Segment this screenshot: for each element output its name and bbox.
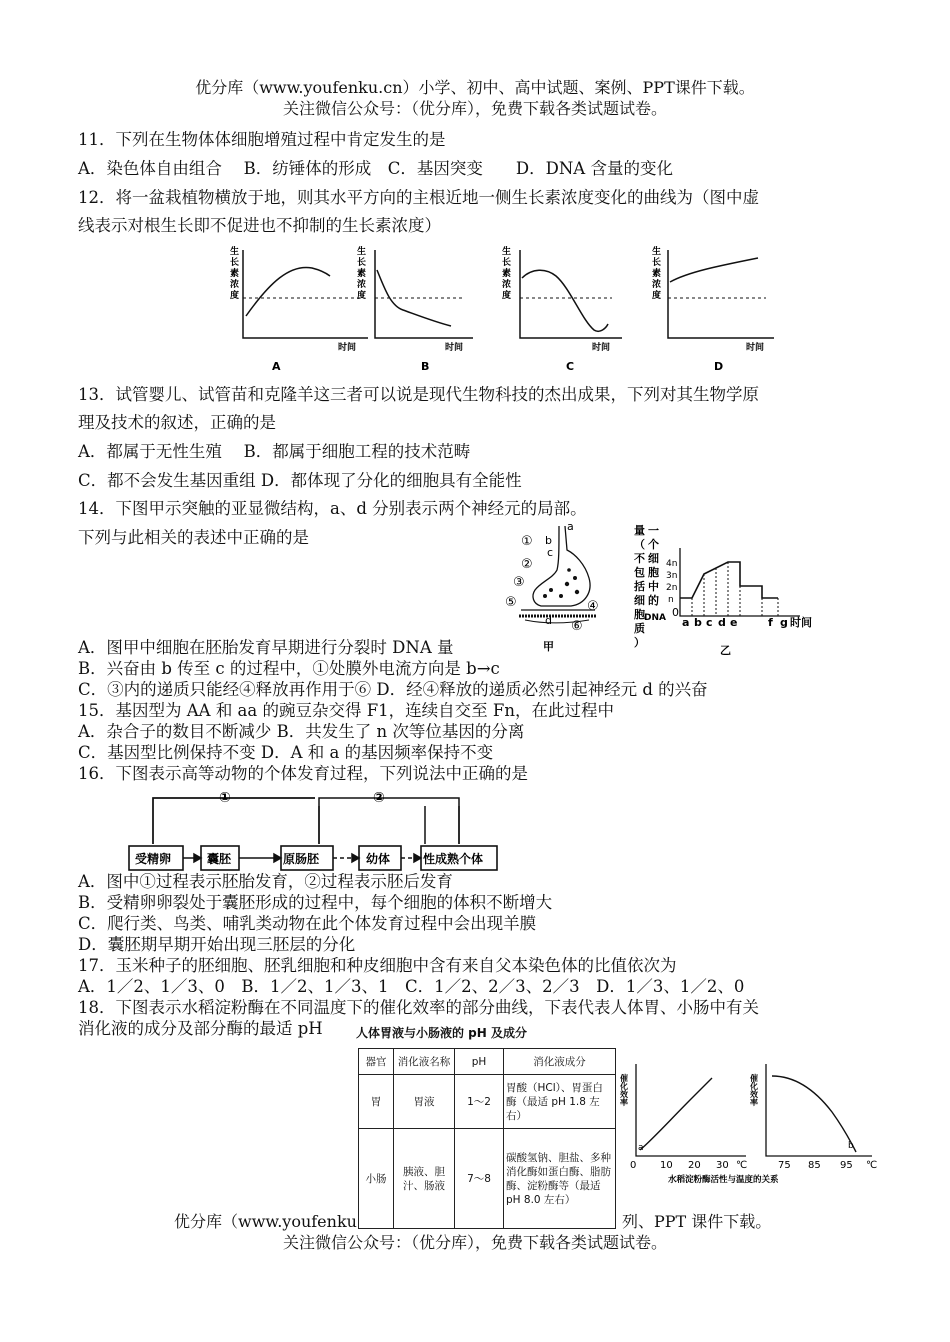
- q18-table: [358, 1048, 616, 1229]
- svg-text:（: （: [634, 538, 645, 551]
- svg-text:℃: ℃: [866, 1160, 878, 1171]
- jia-caption: 甲: [543, 640, 554, 653]
- svg-text:DNA: DNA: [644, 613, 666, 623]
- svg-text:浓: 浓: [230, 280, 240, 290]
- q18-graph-caption: 水稻淀粉酶活性与温度的关系: [668, 1175, 779, 1185]
- svg-text:长: 长: [502, 258, 512, 268]
- svg-text:85: 85: [808, 1160, 821, 1171]
- svg-text:生: 生: [652, 247, 662, 257]
- q12-stem-2: 线表示对根生长即不促进也不抑制的生长素浓度）: [78, 216, 441, 235]
- header-line-2: 关注微信公众号：（优分库），免费下载各类试题试卷。: [282, 99, 667, 118]
- q12-label-c: C: [566, 360, 575, 373]
- svg-text:b: b: [694, 616, 702, 629]
- q18-stem-2: 消化液的成分及部分酶的最适 pH: [78, 1019, 323, 1038]
- th-organ: 器官: [359, 1049, 394, 1075]
- jia-label-4: ④: [587, 599, 599, 614]
- footer-line-1-left: 优分库（www.youfenku: [174, 1212, 357, 1231]
- svg-text:生: 生: [357, 247, 367, 257]
- svg-text:0: 0: [672, 606, 679, 619]
- svg-text:生: 生: [502, 247, 512, 257]
- jia-label-5: ⑤: [505, 595, 517, 610]
- th-ph: pH: [455, 1049, 504, 1075]
- jia-label-b: b: [545, 534, 552, 547]
- q12-graph-d: [652, 245, 774, 373]
- q16-option-a: A．图中①过程表示胚胎发育，②过程表示胚后发育: [78, 872, 453, 891]
- svg-text:括: 括: [634, 580, 645, 593]
- svg-text:）: ）: [634, 636, 645, 649]
- th-content: 消化液成分: [504, 1049, 616, 1075]
- svg-text:量: 量: [634, 524, 645, 537]
- jia-label-d: d: [545, 614, 552, 627]
- q12-ylabel-a: 生: [230, 247, 240, 257]
- svg-text:包: 包: [634, 566, 645, 579]
- svg-text:细: 细: [634, 594, 645, 607]
- cell-fluid-1: 胃液: [394, 1075, 455, 1129]
- q12-graph-b: [357, 245, 473, 373]
- q14-fig-jia: [505, 520, 615, 655]
- svg-text:质: 质: [634, 622, 645, 635]
- svg-text:胞: 胞: [648, 566, 659, 579]
- svg-text:时间: 时间: [790, 616, 812, 629]
- jia-label-1: ①: [521, 534, 533, 549]
- q18-enzyme-graph: [619, 1056, 884, 1186]
- q12-label-a: A: [272, 360, 281, 373]
- q13-stem-1: 13．试管婴儿、试管苗和克隆羊这三者可以说是现代生物科技的杰出成果，下列对其生物学原: [78, 385, 759, 404]
- svg-text:度: 度: [502, 291, 512, 301]
- q16-flow-1: 受精卵: [135, 852, 172, 866]
- q12-xlabel-a: 时间: [338, 343, 357, 353]
- svg-text:浓: 浓: [357, 280, 367, 290]
- svg-text:胞: 胞: [634, 608, 645, 621]
- svg-text:度: 度: [230, 291, 240, 301]
- svg-text:长: 长: [357, 258, 367, 268]
- svg-text:素: 素: [230, 269, 240, 279]
- svg-text:30: 30: [716, 1160, 729, 1171]
- svg-text:75: 75: [778, 1160, 791, 1171]
- cell-organ-2: 小肠: [359, 1129, 394, 1229]
- svg-text:95: 95: [840, 1160, 853, 1171]
- svg-text:时间: 时间: [592, 343, 611, 353]
- svg-text:4n: 4n: [666, 559, 678, 569]
- svg-text:d: d: [718, 616, 726, 629]
- cell-fluid-2: 胰液、胆汁、肠液: [394, 1129, 455, 1229]
- svg-text:长: 长: [652, 258, 662, 268]
- jia-label-3: ③: [513, 575, 525, 590]
- svg-text:度: 度: [357, 291, 367, 301]
- svg-text:a: a: [638, 1143, 644, 1153]
- svg-text:素: 素: [652, 269, 662, 279]
- cell-content-2: 碳酸氢钠、胆盐、多种消化酶如蛋白酶、脂肪酶、淀粉酶等（最适 pH 8.0 左右）: [504, 1129, 616, 1229]
- q16-mark-1: ①: [219, 790, 231, 806]
- q15-stem: 15．基因型为 AA 和 aa 的豌豆杂交得 F1，连续自交至 Fn，在此过程中: [78, 701, 614, 720]
- q13-stem-2: 理及技术的叙述，正确的是: [78, 413, 276, 432]
- svg-text:浓: 浓: [652, 280, 662, 290]
- svg-text:素: 素: [502, 269, 512, 279]
- q14-fig-yi: [630, 520, 830, 660]
- q16-option-d: D．囊胚期早期开始出现三胚层的分化: [78, 935, 356, 954]
- svg-text:20: 20: [688, 1160, 701, 1171]
- jia-label-a: a: [567, 520, 574, 533]
- q16-flow-3: 原肠胚: [283, 852, 320, 866]
- svg-text:2n: 2n: [666, 583, 678, 593]
- svg-text:10: 10: [660, 1160, 673, 1171]
- q14-option-b: B．兴奋由 b 传至 c 的过程中，①处膜外电流方向是 b→c: [78, 659, 500, 678]
- svg-text:个: 个: [648, 538, 659, 551]
- q12-graph-c: [502, 245, 622, 373]
- q14-stem-2: 下列与此相关的表述中正确的是: [78, 528, 309, 547]
- footer-line-1-right: 列、PPT 课件下载。: [622, 1212, 772, 1231]
- svg-text:中: 中: [648, 580, 659, 593]
- svg-text:长: 长: [230, 258, 240, 268]
- svg-text:不: 不: [634, 552, 645, 565]
- q16-option-c: C．爬行类、鸟类、哺乳类动物在此个体发育过程中会出现羊膜: [78, 914, 537, 933]
- svg-text:n: n: [668, 595, 674, 605]
- svg-text:时间: 时间: [445, 343, 464, 353]
- q18-stem-1: 18．下图表示水稻淀粉酶在不同温度下的催化效率的部分曲线，下表代表人体胃、小肠中有关: [78, 998, 759, 1017]
- svg-text:细: 细: [648, 552, 659, 565]
- svg-text:度: 度: [652, 291, 662, 301]
- q16-option-b: B．受精卵卵裂处于囊胚形成的过程中，每个细胞的体积不断增大: [78, 893, 553, 912]
- svg-text:0: 0: [630, 1160, 637, 1171]
- q12-stem-1: 12．将一盆栽植物横放于地，则其水平方向的主根近地一侧生长素浓度变化的曲线为（图中虚: [78, 188, 759, 207]
- q15-options-ab: A．杂合子的数目不断减少 B．共发生了 n 次等位基因的分离: [78, 722, 525, 741]
- svg-text:g: g: [780, 616, 788, 629]
- q16-flow-4: 幼体: [366, 852, 391, 866]
- q12-label-b: B: [421, 360, 430, 373]
- q13-options-ab: A．都属于无性生殖 B．都属于细胞工程的技术范畴: [78, 442, 471, 461]
- svg-text:c: c: [706, 616, 713, 629]
- svg-text:℃: ℃: [736, 1160, 748, 1171]
- q17-stem: 17．玉米种子的胚细胞、胚乳细胞和种皮细胞中含有来自父本染色体的比值依次为: [78, 956, 677, 975]
- svg-text:b: b: [848, 1141, 854, 1151]
- q14-options-cd: C．③内的递质只能经④释放再作用于⑥ D．经④释放的递质必然引起神经元 d 的兴奋: [78, 680, 708, 699]
- q11-stem: 11．下列在生物体体细胞增殖过程中肯定发生的是: [78, 130, 446, 149]
- q12-graphs: [200, 242, 800, 377]
- q14-stem-1: 14．下图甲示突触的亚显微结构，a、d 分别表示两个神经元的局部。: [78, 499, 587, 518]
- jia-label-6: ⑥: [571, 619, 583, 634]
- svg-text:3n: 3n: [666, 571, 678, 581]
- q14-option-a: A．图甲中细胞在胚胎发育早期进行分裂时 DNA 量: [78, 638, 454, 657]
- jia-label-c: c: [547, 546, 554, 559]
- svg-text:素: 素: [357, 269, 367, 279]
- svg-text:浓: 浓: [502, 280, 512, 290]
- svg-text:f: f: [768, 616, 773, 629]
- cell-content-1: 胃酸（HCl）、胃蛋白酶（最适 pH 1.8 左右）: [504, 1075, 616, 1129]
- q16-mark-2: ②: [373, 790, 385, 806]
- q16-stem: 16．下图表示高等动物的个体发育过程，下列说法中正确的是: [78, 764, 528, 783]
- svg-text:a: a: [682, 616, 690, 629]
- svg-text:一: 一: [648, 524, 659, 537]
- q16-flow-diagram: [125, 786, 515, 876]
- q11-options: A．染色体自由组合 B．纺锤体的形成 C．基因突变 D．DNA 含量的变化: [78, 159, 673, 178]
- q18-table-title: 人体胃液与小肠液的 pH 及成分: [356, 1026, 527, 1040]
- q17-options: A．1／2、1／3、0 B．1／2、1／3、1 C．1／2、2／3、2／3 D．1／3、1／2、0: [78, 977, 745, 996]
- svg-text:e: e: [730, 616, 738, 629]
- q16-flow-5: 性成熟个体: [423, 852, 484, 866]
- svg-text:时间: 时间: [746, 343, 765, 353]
- cell-organ-1: 胃: [359, 1075, 394, 1129]
- q18-ylabel-left: 催化效率: [619, 1074, 629, 1106]
- q12-label-d: D: [714, 360, 724, 373]
- footer-line-2: 关注微信公众号：（优分库），免费下载各类试题试卷。: [282, 1233, 667, 1252]
- th-fluid: 消化液名称: [394, 1049, 455, 1075]
- svg-text:的: 的: [648, 594, 659, 607]
- svg-text:乙: 乙: [720, 644, 731, 657]
- jia-label-2: ②: [521, 557, 533, 572]
- q18-ylabel-right: 催化效率: [749, 1074, 759, 1106]
- q15-options-cd: C．基因型比例保持不变 D．A 和 a 的基因频率保持不变: [78, 743, 494, 762]
- cell-ph-2: 7～8: [455, 1129, 504, 1229]
- header-line-1: 优分库（www.youfenku.cn）小学、初中、高中试题、案例、PPT课件下载。: [195, 78, 755, 97]
- q12-graph-a: [230, 245, 368, 373]
- q18-table-wrap: [358, 1048, 620, 1230]
- cell-ph-1: 1～2: [455, 1075, 504, 1129]
- q16-flow-2: 囊胚: [207, 852, 232, 866]
- q13-options-cd: C．都不会发生基因重组 D．都体现了分化的细胞具有全能性: [78, 471, 522, 490]
